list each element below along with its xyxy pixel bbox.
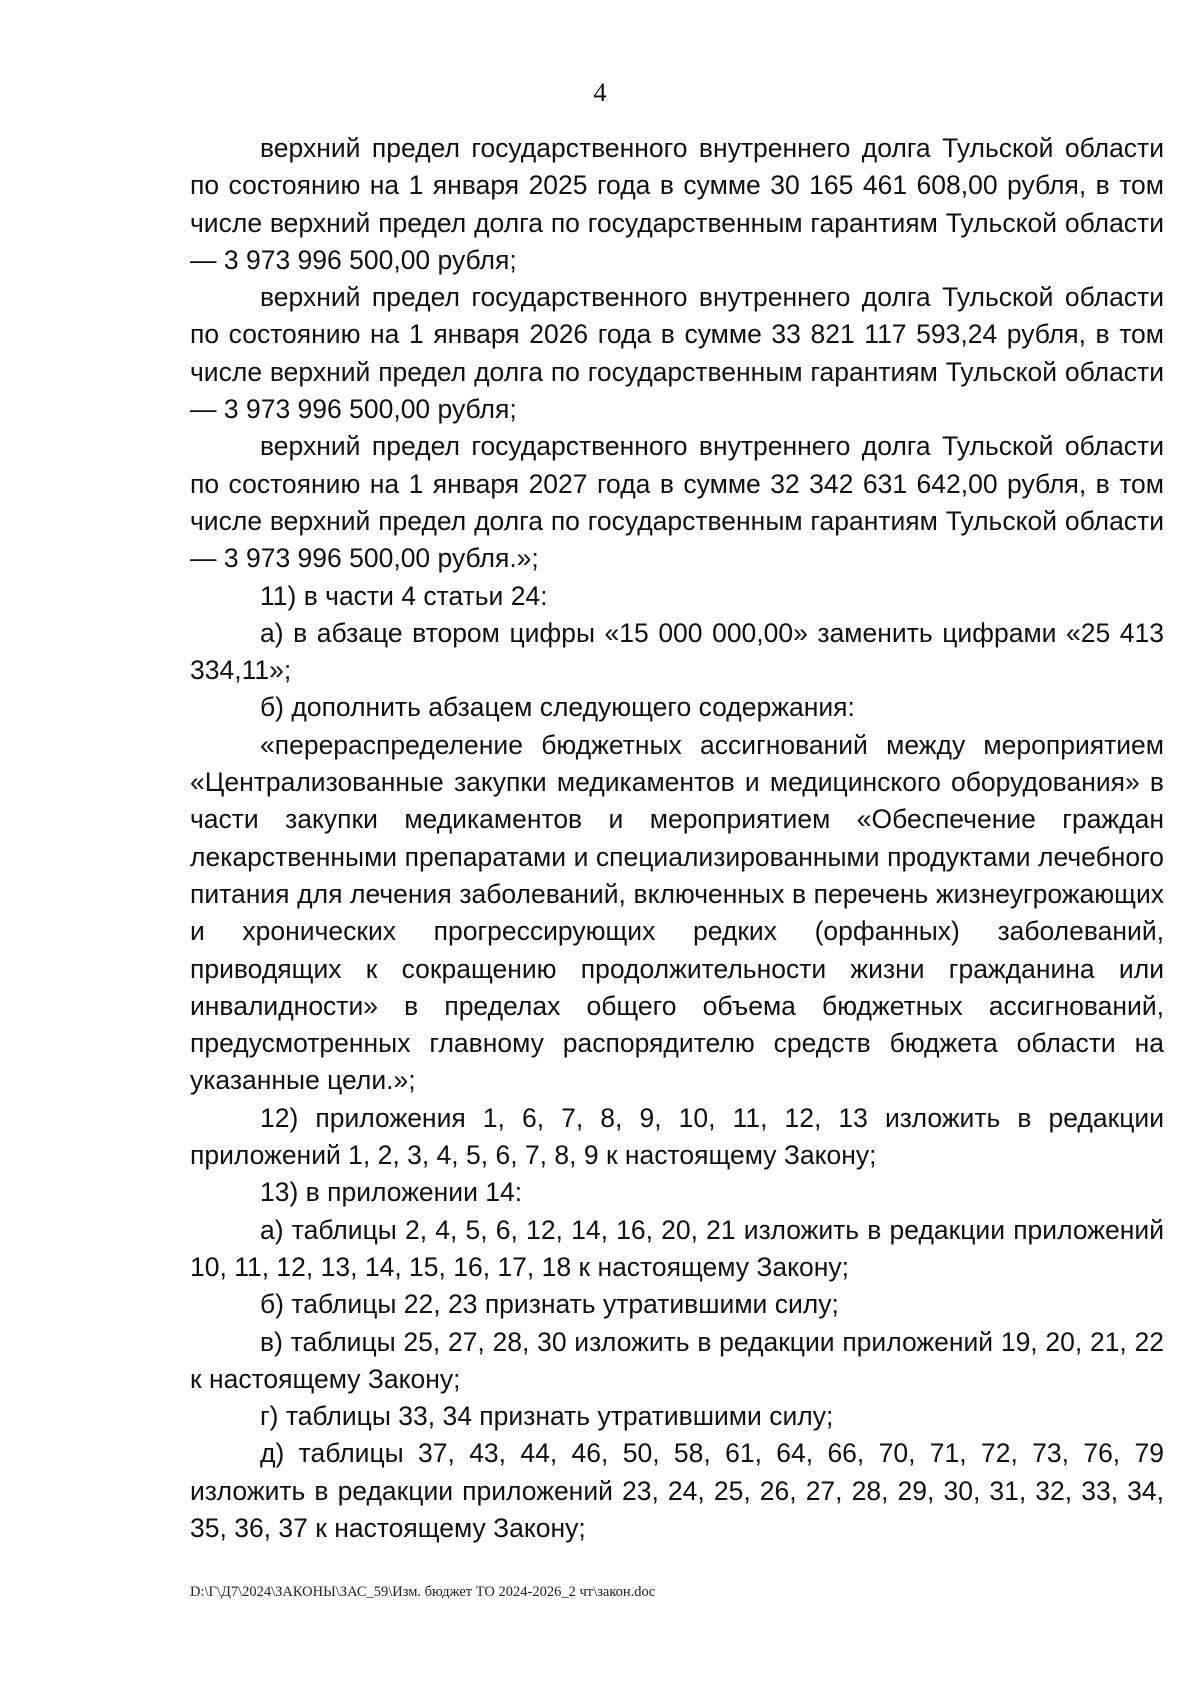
paragraph-item-13-d: д) таблицы 37, 43, 44, 46, 50, 58, 61, 64, 66, 70, 71, 72, 73, 76, 79 изложить в редакции приложений 23, 24, 25, 26, 27, 28, 29, 30, 31, 32, 33, 34, 35, 36, 37 к настоящему Закону;	[190, 1438, 1164, 1543]
page-number: 4	[593, 78, 607, 107]
paragraph-item-11: 11) в части 4 статьи 24:	[260, 580, 548, 611]
paragraph-debt-limit-2025: верхний предел государственного внутреннего долга Тульской области по состоянию на 1 января 2025 года в сумме 30 165 461 608,00 рубля, в том числе верхний предел долга по государственным гарантиям Тульской области — 3 973 996 500,00 рубля;	[190, 133, 1164, 275]
paragraph-debt-limit-2027: верхний предел государственного внутреннего долга Тульской области по состоянию на 1 января 2027 года в сумме 32 342 631 642,00 рубля, в том числе верхний предел долга по государственным гарантиям Тульской области — 3 973 996 500,00 рубля.»;	[190, 431, 1164, 574]
paragraph-item-13: 13) в приложении 14:	[260, 1177, 523, 1208]
paragraph-reallocation-quote: «перераспределение бюджетных ассигнований между мероприятием «Централизованные закупки медикаментов и медицинского оборудования» в части закупки медикаментов и мероприятием «Обеспечение граждан лекарственными препаратами и специализированными продуктами лечебного питания для лечения заболеваний, включенных в перечень жизнеугрожающих и хронических прогрессирующих редких (орфанных) заболеваний, приводящих к сокращению продолжительности жизни гражданина или инвалидности» в пределах общего объема бюджетных ассигнований, предусмотренных главному распорядителю средств бюджета области на указанные цели.»;	[190, 729, 1164, 1096]
paragraph-item-13-v: в) таблицы 25, 27, 28, 30 изложить в редакции приложений 19, 20, 21, 22 к настоящему Закону;	[190, 1326, 1164, 1394]
paragraph-item-13-a: а) таблицы 2, 4, 5, 6, 12, 14, 16, 20, 21 изложить в редакции приложений 10, 11, 12, 13, 14, 15, 16, 17, 18 к настоящему Закону;	[190, 1214, 1164, 1282]
footer-file-path: D:\Г\Д7\2024\ЗАКОНЫ\ЗАС_59\Изм. бюджет ТО 2024-2026_2 чт\закон.doc	[190, 1584, 656, 1600]
paragraph-item-11-b: б) дополнить абзацем следующего содержания:	[260, 692, 855, 723]
paragraph-item-13-b: б) таблицы 22, 23 признать утратившими силу;	[260, 1289, 839, 1320]
paragraph-item-12: 12) приложения 1, 6, 7, 8, 9, 10, 11, 12, 13 изложить в редакции приложений 1, 2, 3, 4, 5, 6, 7, 8, 9 к настоящему Закону;	[190, 1102, 1164, 1171]
document-body	[190, 130, 1164, 1547]
paragraph-item-13-g: г) таблицы 33, 34 признать утратившими силу;	[260, 1401, 834, 1432]
paragraph-debt-limit-2026: верхний предел государственного внутреннего долга Тульской области по состоянию на 1 января 2026 года в сумме 33 821 117 593,24 рубля, в том числе верхний предел долга по государственным гарантиям Тульской области — 3 973 996 500,00 рубля;	[190, 282, 1164, 425]
paragraph-item-11-a: а) в абзаце втором цифры «15 000 000,00» заменить цифрами «25 413 334,11»;	[190, 617, 1164, 686]
